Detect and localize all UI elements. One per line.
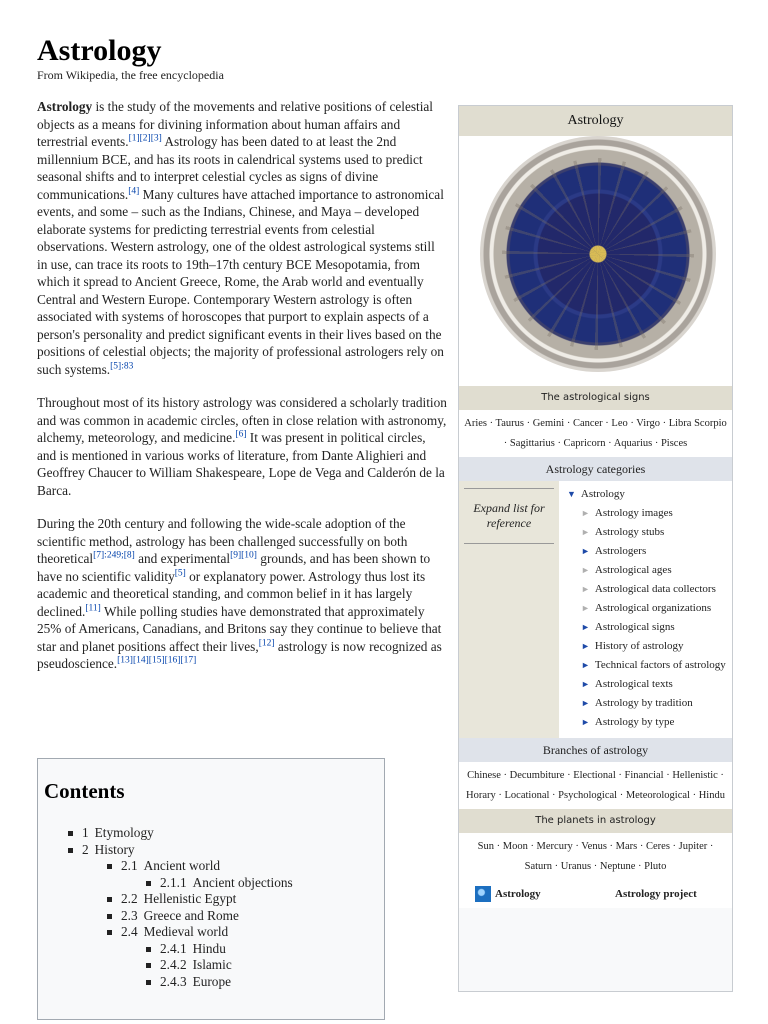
toc-item[interactable]: [146, 941, 293, 958]
toc-label: Hellenistic Egypt: [143, 891, 237, 906]
toc-heading: Contents: [44, 779, 125, 803]
category-label[interactable]: Astrology by type: [594, 716, 675, 728]
toc-item[interactable]: [68, 825, 293, 842]
category-item[interactable]: [581, 656, 732, 675]
zodiac-clock-image[interactable]: [459, 136, 732, 386]
paragraph-text: Many cultures have attached importance to astronomical events, and some – such as the Indians, Chinese, and Maya – developed elaborate systems for predicting terrestrial events from celestial observations. Western astrology, one of the oldest astrological systems still in use, can trace its roots to 19th–17th century BCE Mesopotamia, from which it spread to Ancient Greece, Rome, the Arab world and eventually Central and Western Europe. Contemporary Western astrology is often associated with systems of horoscopes that purport to explain aspects of a person's personality and predict significant events in their lives based on the positions of celestial objects; the majority of professional astrologers rely on such systems.: [37, 186, 444, 377]
intro-paragraph-1: [37, 98, 447, 378]
branches-header: Branches of astrology: [459, 738, 732, 762]
category-label[interactable]: Astrological data collectors: [594, 583, 716, 595]
toc-item[interactable]: [146, 974, 293, 991]
zodiac-signs-list[interactable]: Aries · Taurus · Gemini · Cancer · Leo · Virgo · Libra Scorpio · Sagittarius · Capricorn · Aquarius · Pisces: [459, 410, 732, 457]
category-item[interactable]: [581, 637, 732, 656]
category-label[interactable]: Astrological organizations: [594, 602, 712, 614]
intro-paragraph-3: [37, 515, 447, 673]
triangle-right-icon[interactable]: ►: [581, 717, 590, 727]
citation-link[interactable]: [1][2][3]: [128, 133, 162, 144]
branches-list[interactable]: Chinese · Decumbiture · Electional · Financial · Hellenistic · Horary · Locational · Psychological · Meteorological · Hindu: [459, 762, 732, 809]
category-label[interactable]: Astrologers: [594, 545, 647, 557]
toc-number: 2.4.2: [160, 957, 187, 972]
triangle-right-icon[interactable]: ►: [581, 546, 590, 556]
category-label[interactable]: Astrological ages: [594, 564, 672, 576]
category-item[interactable]: [581, 542, 732, 561]
triangle-right-gray-icon: ►: [581, 565, 590, 575]
toc-label: Medieval world: [143, 924, 229, 939]
citation-link[interactable]: [13][14][15][16][17]: [117, 655, 197, 666]
page-tagline: From Wikipedia, the free encyclopedia: [37, 68, 224, 82]
citation-link[interactable]: [6]: [235, 429, 247, 440]
category-label[interactable]: History of astrology: [594, 640, 684, 652]
infobox-title: Astrology: [459, 106, 732, 136]
toc-label: Greece and Rome: [143, 907, 239, 923]
toc-item[interactable]: [107, 858, 293, 891]
category-tree: [559, 481, 732, 738]
toc-label: Islamic: [192, 957, 232, 972]
toc-number: 2: [82, 841, 89, 857]
citation-link[interactable]: [5]: [174, 568, 186, 579]
triangle-right-icon[interactable]: ►: [581, 641, 590, 651]
toc-number: 2.3: [121, 907, 138, 923]
category-item[interactable]: [581, 523, 732, 542]
category-item[interactable]: [581, 580, 732, 599]
toc-item[interactable]: [107, 891, 293, 908]
paragraph-text: astrology is now recognized as pseudoscience.: [37, 638, 442, 671]
toc-number: 2.4.1: [160, 940, 187, 956]
paragraph-text: While polling studies have demonstrated that approximately 25% of Americans, Canadians, and Britons say they continue to believe that star and planet positions affect their lives,: [37, 603, 442, 654]
triangle-right-icon[interactable]: ►: [581, 622, 590, 632]
toc-item[interactable]: [68, 842, 293, 991]
triangle-right-gray-icon: ►: [581, 527, 590, 537]
portal-bar: [459, 880, 732, 908]
toc-item[interactable]: [146, 875, 293, 892]
table-of-contents: [37, 758, 385, 1020]
category-item[interactable]: [581, 675, 732, 694]
citation-link[interactable]: [4]: [128, 186, 140, 197]
image-caption: The astrological signs: [459, 386, 732, 410]
intro-paragraph-2: [37, 394, 447, 499]
citation-link[interactable]: [12]: [258, 638, 275, 649]
categories-panel: [459, 481, 732, 738]
toc-list: [68, 825, 293, 990]
categories-header: Astrology categories: [459, 457, 732, 481]
paragraph-text: or explanatory power. Astrology thus lost its academic and theoretical standing, and common belief in it has largely declined.: [37, 568, 426, 619]
toc-item[interactable]: [146, 957, 293, 974]
toc-number: 2.1.1: [160, 874, 187, 890]
portal-link[interactable]: [459, 886, 595, 902]
category-label[interactable]: Astrology images: [594, 507, 673, 519]
category-label[interactable]: Astrology stubs: [594, 526, 665, 538]
category-item[interactable]: [581, 561, 732, 580]
category-item[interactable]: [581, 694, 732, 713]
expand-panel: [459, 481, 559, 738]
toc-number: 2.1: [121, 858, 138, 873]
toc-label: History: [94, 841, 135, 857]
category-label[interactable]: Astrology: [580, 488, 625, 500]
category-label[interactable]: Astrological signs: [594, 621, 675, 633]
paragraph-text: grounds, and has been shown to have no scientific validity: [37, 551, 431, 584]
paragraph-text: Astrology has been dated to at least the 2nd millennium BCE, and has its roots in calendrical systems used to predict seasonal shifts and to interpret celestial cycles as signs of divine communications.: [37, 134, 423, 202]
triangle-down-icon[interactable]: ▼: [567, 489, 576, 499]
category-label[interactable]: Technical factors of astrology: [594, 659, 726, 671]
category-label[interactable]: Astrological texts: [594, 678, 673, 690]
astrological-clock-graphic: [480, 136, 716, 372]
toc-label: Hindu: [192, 940, 226, 956]
planets-header: The planets in astrology: [459, 809, 732, 833]
paragraph-text: During the 20th century and following the wide-scale adoption of the scientific method, astrology has been challenged successfully on both theoretical: [37, 516, 408, 566]
toc-label: Europe: [192, 973, 231, 989]
page-title: Astrology: [37, 34, 162, 67]
infobox: [458, 105, 733, 992]
triangle-right-icon[interactable]: ►: [581, 660, 590, 670]
toc-item[interactable]: [107, 908, 293, 925]
citation-link[interactable]: [5]:83: [110, 361, 134, 372]
paragraph-text: It was present in political circles, and is mentioned in various works of literature, from Dante Alighieri and Geoffrey Chaucer to William Shakespeare, Lope de Vega and Calderón de la Barca.: [37, 430, 445, 498]
citation-link[interactable]: [9][10]: [230, 550, 257, 561]
triangle-right-icon[interactable]: ►: [581, 698, 590, 708]
triangle-right-gray-icon: ►: [581, 603, 590, 613]
category-item[interactable]: [581, 713, 732, 732]
triangle-right-gray-icon: ►: [581, 584, 590, 594]
expand-list-label: Expand list for reference: [464, 488, 554, 544]
triangle-right-gray-icon: ►: [581, 508, 590, 518]
lead-term: Astrology: [37, 99, 93, 114]
category-label[interactable]: Astrology by tradition: [594, 697, 693, 709]
portal-label[interactable]: Astrology: [495, 888, 541, 900]
citation-link[interactable]: [11]: [85, 603, 101, 614]
toc-label: Ancient objections: [192, 874, 293, 890]
category-item[interactable]: [567, 485, 732, 504]
paragraph-text: is the study of the movements and relative positions of celestial objects as a means for divining information about human affairs and terrestrial events.: [37, 99, 433, 149]
article-body: [37, 98, 447, 689]
project-link[interactable]: Astrology project: [615, 888, 697, 900]
planets-list[interactable]: Sun · Moon · Mercury · Venus · Mars · Ceres · Jupiter · Saturn · Uranus · Neptune · Pluto: [459, 833, 732, 880]
portal-icon: [475, 886, 491, 902]
paragraph-text: and experimental: [134, 551, 231, 566]
toc-label: Ancient world: [143, 858, 221, 873]
toc-number: 1: [82, 825, 89, 840]
category-item[interactable]: [581, 599, 732, 618]
toc-number: 2.4.3: [160, 973, 187, 989]
category-item[interactable]: [581, 618, 732, 637]
citation-link[interactable]: [7]:249;[8]: [93, 550, 135, 561]
toc-label: Etymology: [94, 825, 154, 840]
paragraph-text: Throughout most of its history astrology was considered a scholarly tradition and was common in academic circles, often in close relation with astronomy, alchemy, meteorology, and medicine.: [37, 395, 447, 445]
toc-number: 2.4: [121, 924, 138, 939]
toc-number: 2.2: [121, 891, 138, 906]
toc-item[interactable]: [107, 924, 293, 990]
category-item[interactable]: [581, 504, 732, 523]
triangle-right-icon[interactable]: ►: [581, 679, 590, 689]
